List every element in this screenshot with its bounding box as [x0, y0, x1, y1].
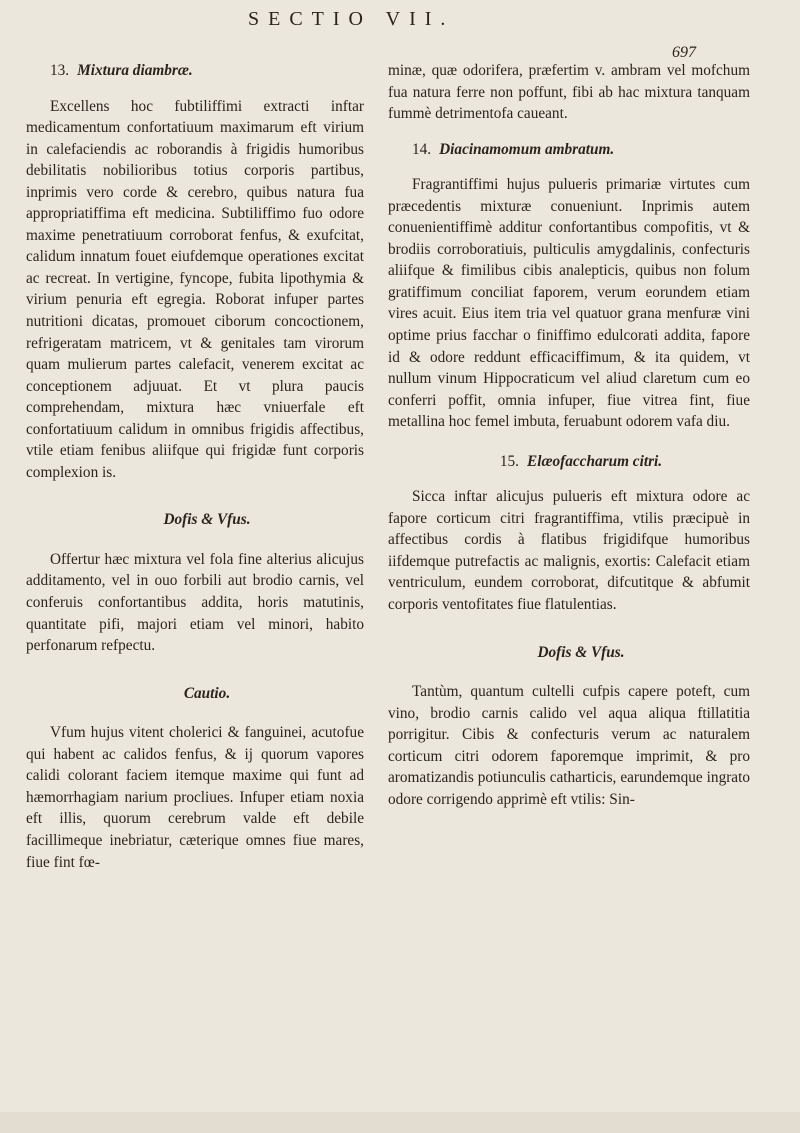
section-14-heading — [388, 139, 750, 161]
continued-paragraph: minæ, quæ odorifera, præfertim v. ambram vel mofchum fua natura ferre non poffunt, fibi ab hac mixtura tanquam fummè detrimentofa caueant. — [388, 62, 750, 123]
section-13-title: Mixtura diambræ. — [77, 62, 193, 79]
section-13-heading — [26, 60, 364, 82]
section-13-paragraph: Excellens hoc fubtiliffimi extracti inftar medicamentum confortatiuum maximarum eft virium in calefaciendis ac roborandis à frigidis humoribus debilitatis nobilioribus totius corporis partibus, inprimis vero corde & cerebro, quibus natura fua appropriatiffima eft medicina. Subtiliffimo fuo odore maxime penetratiuum corroborat fenfus, & exufcitat, calidum innatum fouet eiufdemque operationes excitat ac recreat. In vertigine, fyncope, fubita lipothymia & virium penuria eft egregia. Roborat infuper partes nutritioni dicatas, promouet ciborum concoctionem, refrigeratam matricem, vt & genitales tam virorum quam mulierum partes calefacit, venerem excitat ac conceptionem adjuuat. Et vt plura paucis comprehendam, mixtura hæc vniuerfale eft confortatiuum calidum in omnibus frigidis affectibus, vtile etiam fenibus aliifque qui frigidæ funt corporis complexion is. — [26, 97, 364, 481]
dosis-paragraph-left: Offertur hæc mixtura vel fola fine alterius alicujus additamento, vel in ouo forbili aut brodio carnis, vel conferuis confortantibus addita, horis matutinis, quantitate pifi, majori etiam vel minori, habito perfonarum refpectu. — [26, 550, 364, 655]
page-number: 697 — [672, 44, 696, 61]
section-15-paragraph: Sicca inftar alicujus pulueris eft mixtura odore ac fapore corticum citri fragrantiffima, vtilis præcipuè in affectibus cordis à flatibus frigidifque humoribus iifdemque putrefactis ac malignis, exortis: Calefacit etiam ventriculum, eundem corroborat, difcutitque & abfumit corporis ventofitates fiue flatulentias. — [388, 488, 750, 614]
section-14-paragraph: Fragrantiffimi hujus pulueris primariæ virtutes cum præcedentis mixturæ conueniunt. Inprimis autem conuenientiffimè additur confortantibus compofitis, vt & brodiis corroboratiuis, pulticulis amygdalinis, confecturis aliifque & fimilibus cibis analepticis, quibus non folum gratiffimum conciliat faporem, verum eorundem etiam vires acuit. Eius item tria vel quatuor grana menfuræ vini optime prius facchar o finiffimo edulcorati addita, fapore id & odore reddunt efficaciffimum, & ita quidem, vt nullum vinum Hippocraticum vel aliud claretum cum eo conferri poffit, omnia infuper, fiue vitrea fint, fiue metallina hoc femel imbuta, feruabunt odorem vafa diu. — [388, 176, 750, 431]
section-15-number: 15. — [499, 452, 519, 470]
cautio-paragraph: Vfum hujus vitent cholerici & fanguinei, acutofue qui habent ac calidos fenfus, & ij quorum vapores calidi colorant faciem itemque maxime qui funt ad hæmorrhagiam narium procliues. Infuper etiam noxia eft illis, quorum cerebrum valde eft debile facillimeque inebriatur, cæterique omnes fiue mares, fiue fint fœ- — [26, 724, 364, 871]
cautio-heading: Cautio. — [183, 684, 231, 702]
section-15-title: Elæofaccharum citri. — [527, 452, 663, 470]
section-15-heading — [388, 451, 750, 473]
section-14-number: 14. — [412, 140, 432, 158]
section-14-title: Diacinamomum ambratum. — [439, 140, 615, 158]
dosis-paragraph-right: Tantùm, quantum cultelli cufpis capere poteft, cum vino, brodio carnis calido vel aqua aliqua ftillatitia porrigitur. Cibis & confecturis verum ac naturalem corticum citri odorem faporemque imprimit, & pro aromatizandis potiunculis catharticis, earundemque ingrato odore corrigendo apprimè eft vtilis: Sin- — [388, 683, 750, 808]
running-head: SECTIO VII. — [248, 8, 455, 30]
dosis-heading-left: Dofis & Vfus. — [163, 511, 251, 529]
left-column — [26, 60, 364, 873]
section-13-number: 13. — [50, 62, 70, 79]
right-column — [388, 60, 750, 810]
dosis-heading-right: Dofis & Vfus. — [537, 643, 625, 661]
page-bottom-edge — [0, 1112, 800, 1133]
